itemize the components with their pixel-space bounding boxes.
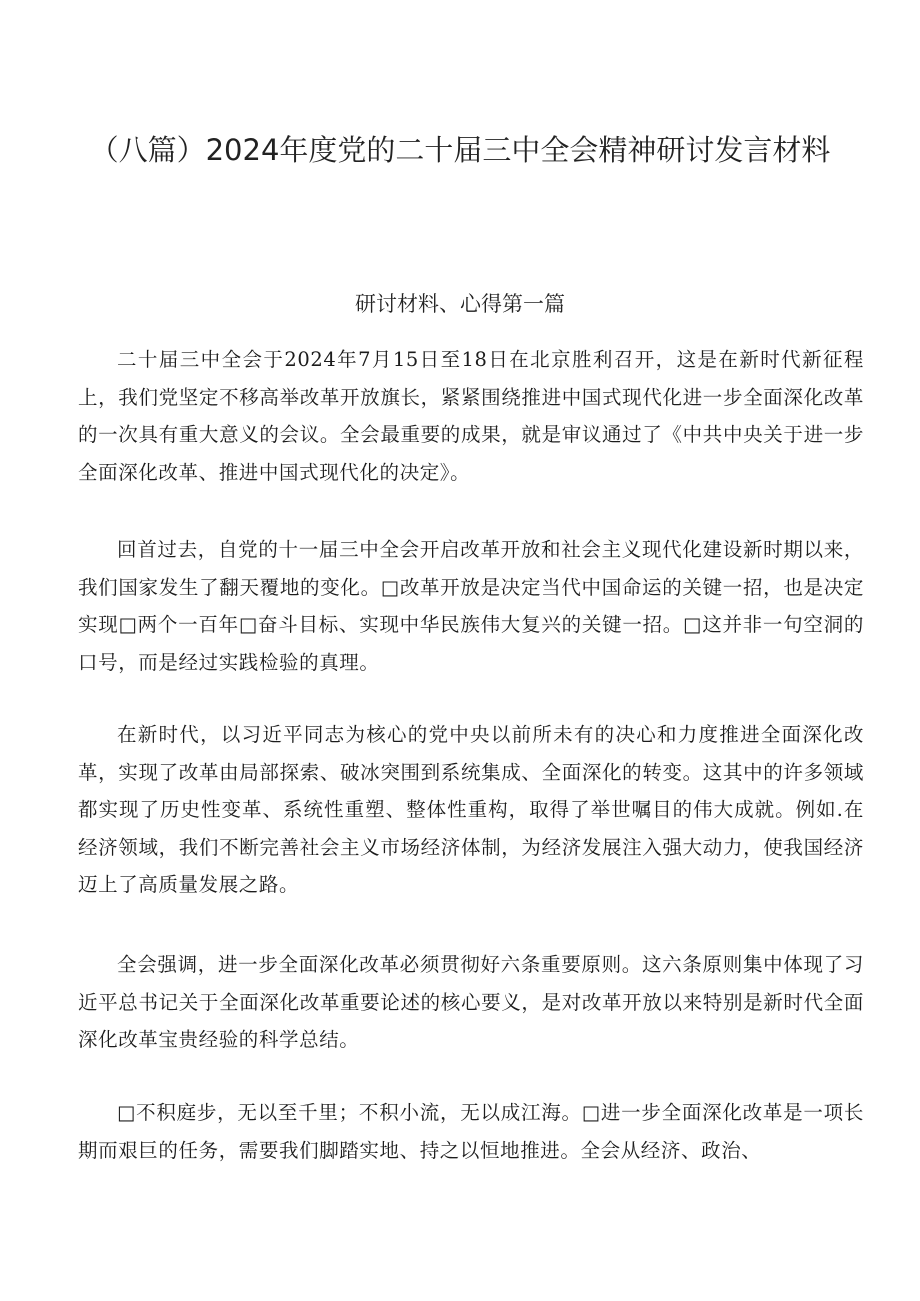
section-title: 研讨材料、心得第一篇 (355, 292, 565, 316)
paragraph: 回首过去，自党的十一届三中全会开启改革开放和社会主义现代化建设新时期以来，我们国家发生了翻天覆地的变化。□改革开放是决定当代中国命运的关键一招，也是决定实现□两个一百年□奋斗目标、实现中华民族伟大复兴的关键一招。□这并非一句空洞的口号，而是经过实践检验的真理。 (78, 538, 864, 674)
document-title: （八篇）2024年度党的二十届三中全会精神研讨发言材料 (89, 133, 831, 167)
paragraph: 二十届三中全会于2024年7月15日至18日在北京胜利召开，这是在新时代新征程上，我们党坚定不移高举改革开放旗长，紧紧围绕推进中国式现代化进一步全面深化改革的一次具有重大意义的会议。全会最重要的成果，就是审议通过了《中共中央关于进一步全面深化改革、推进中国式现代化的决定》。 (78, 348, 864, 484)
paragraph: □不积庭步，无以至千里；不积小流，无以成江海。□进一步全面深化改革是一项长期而艰巨的任务，需要我们脚踏实地、持之以恒地推进。全会从经济、政治、 (78, 1101, 864, 1162)
paragraph: 全会强调，进一步全面深化改革必须贯彻好六条重要原则。这六条原则集中体现了习近平总书记关于全面深化改革重要论述的核心要义，是对改革开放以来特别是新时代全面深化改革宝贵经验的科学总结。 (78, 953, 864, 1051)
paragraph: 在新时代，以习近平同志为核心的党中央以前所未有的决心和力度推进全面深化改革，实现了改革由局部探索、破冰突围到系统集成、全面深化的转变。这其中的许多领域都实现了历史性变革、系统性重塑、整体性重构，取得了举世嘱目的伟大成就。例如.在经济领域，我们不断完善社会主义市场经济体制，为经济发展注入强大动力，使我国经济迈上了高质量发展之路。 (78, 723, 864, 896)
